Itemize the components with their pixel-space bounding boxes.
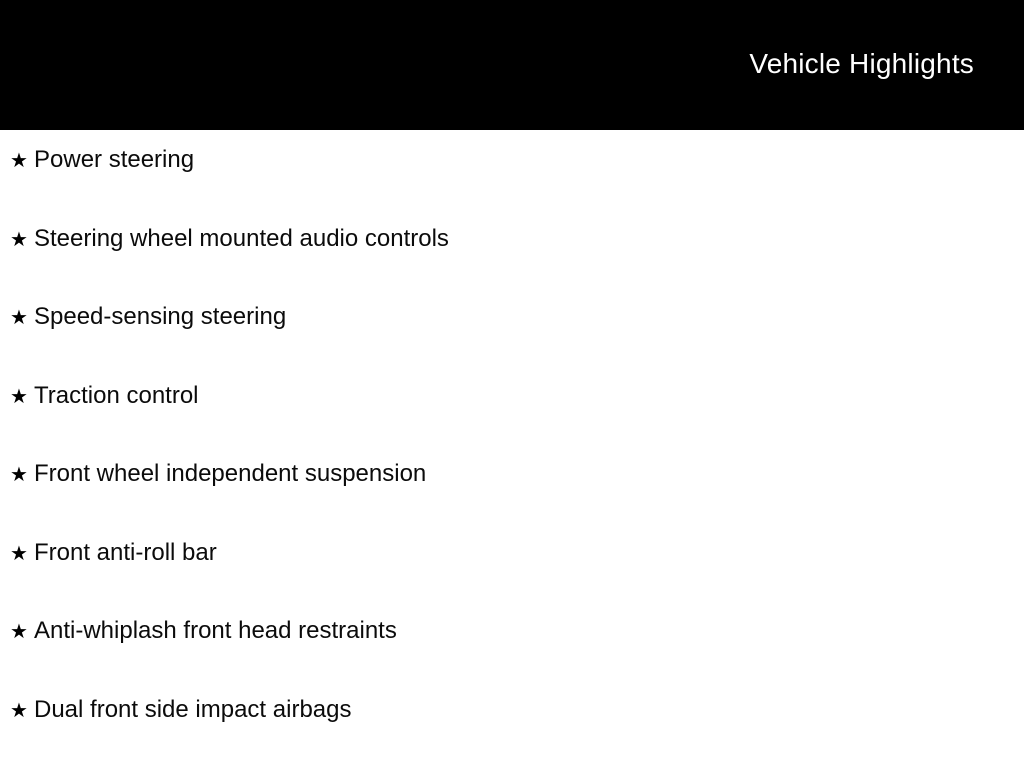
- list-item: [0, 462, 1024, 541]
- list-item-label: Front anti-roll bar: [34, 541, 217, 565]
- star-bullet-icon: ★: [10, 386, 34, 406]
- star-bullet-icon: ★: [10, 307, 34, 327]
- star-bullet-icon: ★: [10, 621, 34, 641]
- header-bar: [0, 0, 1024, 130]
- list-item-label: Traction control: [34, 384, 199, 408]
- star-bullet-icon: ★: [10, 464, 34, 484]
- list-item-label: Front wheel independent suspension: [34, 462, 426, 486]
- list-item: [0, 305, 1024, 384]
- list-item: [0, 148, 1024, 227]
- star-bullet-icon: ★: [10, 229, 34, 249]
- page-title: Vehicle Highlights: [749, 48, 974, 80]
- list-item-label: Dual front side impact airbags: [34, 698, 351, 722]
- list-item-label: Speed-sensing steering: [34, 305, 286, 329]
- list-item: [0, 541, 1024, 620]
- star-bullet-icon: ★: [10, 150, 34, 170]
- list-item: [0, 227, 1024, 306]
- list-item-label: Power steering: [34, 148, 194, 172]
- star-bullet-icon: ★: [10, 543, 34, 563]
- list-item: [0, 619, 1024, 698]
- list-item: [0, 384, 1024, 463]
- list-item-label: Anti-whiplash front head restraints: [34, 619, 397, 643]
- list-item: [0, 698, 1024, 776]
- vehicle-highlights-list: [0, 148, 1024, 776]
- star-bullet-icon: ★: [10, 700, 34, 720]
- list-item-label: Steering wheel mounted audio controls: [34, 227, 449, 251]
